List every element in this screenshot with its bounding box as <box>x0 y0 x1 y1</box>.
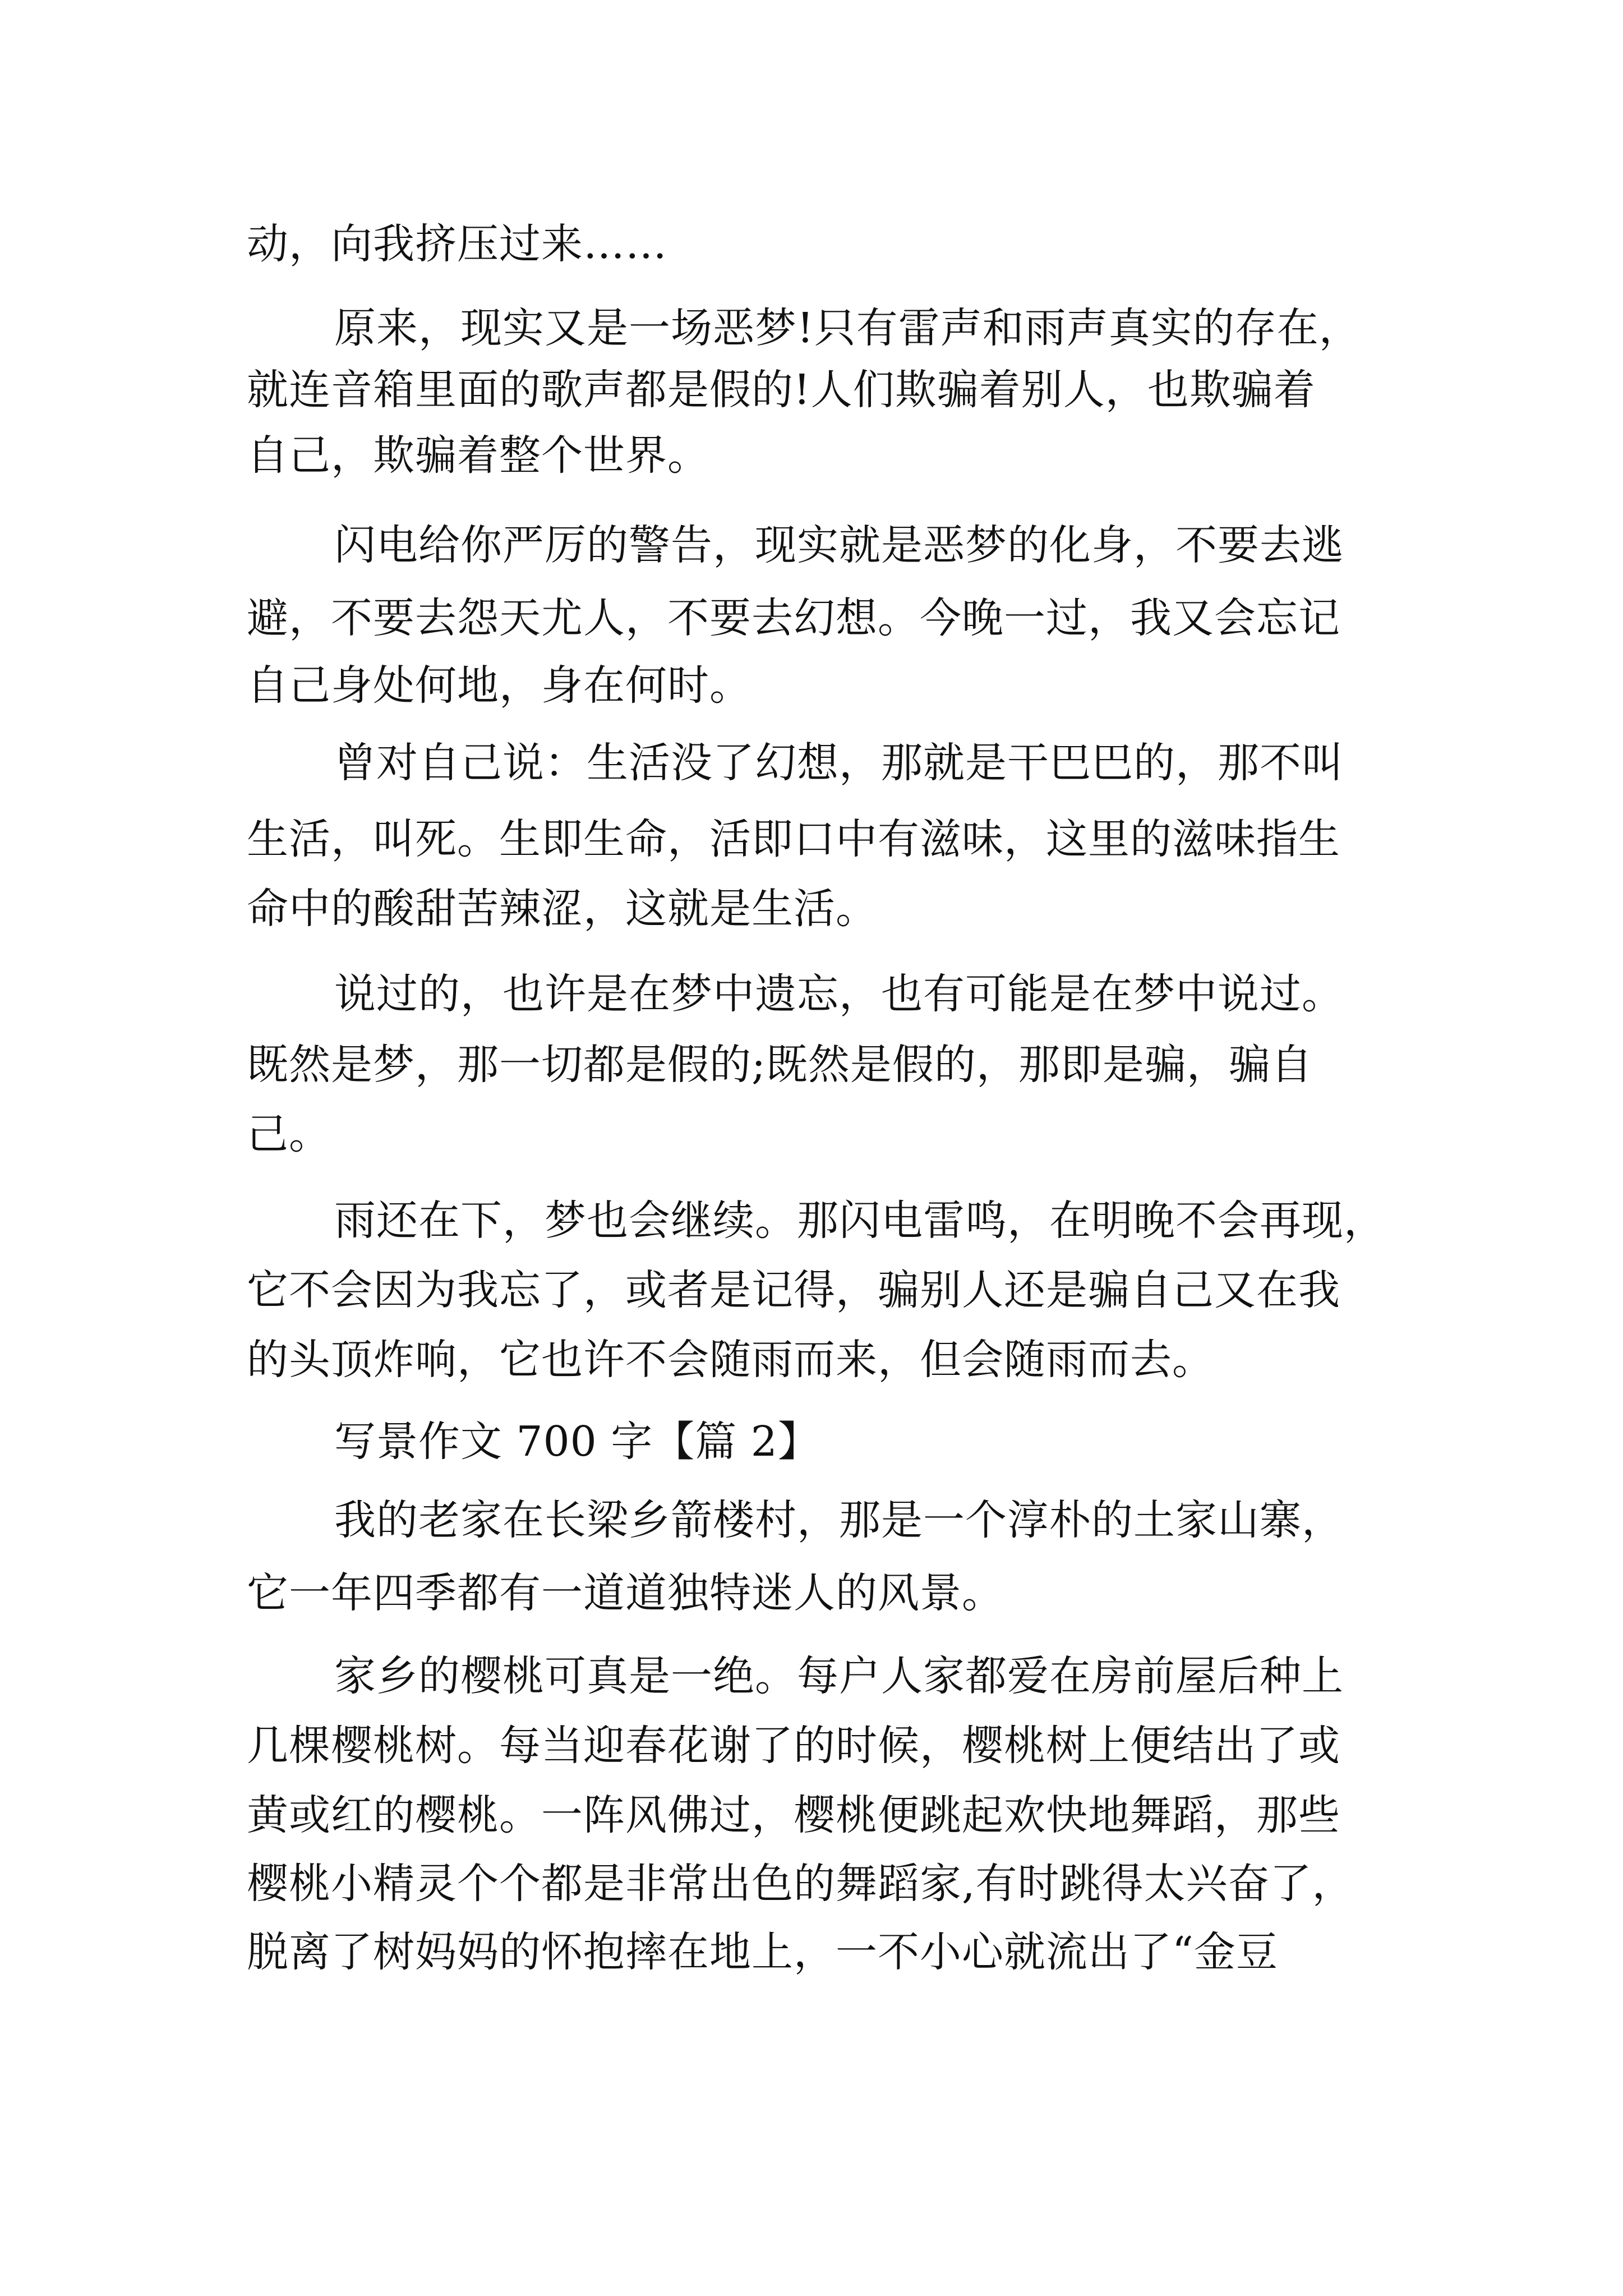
text-line: 几棵樱桃树。每当迎春花谢了的时候，樱桃树上便结出了或 <box>247 1722 1340 1770</box>
text-line: 自己，欺骗着整个世界。 <box>247 431 709 480</box>
text-line: 既然是梦，那一切都是假的;既然是假的，那即是骗，骗自 <box>247 1041 1313 1089</box>
text-line: 它不会因为我忘了，或者是记得，骗别人还是骗自己又在我 <box>247 1266 1340 1314</box>
section-heading: 写景作文 700 字【篇 2】 <box>334 1418 820 1466</box>
text-line: 生活，叫死。生即生命，活即口中有滋味，这里的滋味指生 <box>247 815 1340 863</box>
text-line: 樱桃小精灵个个都是非常出色的舞蹈家,有时跳得太兴奋了， <box>247 1860 1354 1908</box>
text-line: 家乡的樱桃可真是一绝。每户人家都爱在房前屋后种上 <box>334 1652 1344 1700</box>
text-line: 脱离了树妈妈的怀抱摔在地上，一不小心就流出了“金豆 <box>247 1928 1278 1976</box>
text-line: 闪电给你严厉的警告，现实就是恶梦的化身，不要去逃 <box>334 521 1344 569</box>
text-line: 避，不要去怨天尤人，不要去幻想。今晚一过，我又会忘记 <box>247 594 1340 642</box>
text-line: 己。 <box>247 1110 331 1158</box>
text-line: 自己身处何地，身在何时。 <box>247 661 751 710</box>
text-line: 我的老家在长梁乡箭楼村，那是一个淳朴的土家山寨， <box>334 1496 1344 1544</box>
text-line: 的头顶炸响，它也许不会随雨而来，但会随雨而去。 <box>247 1336 1214 1384</box>
text-line: 原来，现实又是一场恶梦!只有雷声和雨声真实的存在， <box>334 304 1361 352</box>
text-line: 就连音箱里面的歌声都是假的!人们欺骗着别人，也欺骗着 <box>247 366 1316 414</box>
text-line: 说过的，也许是在梦中遗忘，也有可能是在梦中说过。 <box>334 970 1344 1018</box>
text-line: 命中的酸甜苦辣涩，这就是生活。 <box>247 885 878 933</box>
text-line: 雨还在下，梦也会继续。那闪电雷鸣，在明晚不会再现， <box>334 1197 1386 1245</box>
text-line: 动，向我挤压过来…… <box>247 220 667 268</box>
text-line: 黄或红的樱桃。一阵风佛过，樱桃便跳起欢快地舞蹈，那些 <box>247 1791 1340 1839</box>
text-line: 曾对自己说：生活没了幻想，那就是干巴巴的，那不叫 <box>334 739 1344 787</box>
text-line: 它一年四季都有一道道独特迷人的风景。 <box>247 1569 1004 1617</box>
